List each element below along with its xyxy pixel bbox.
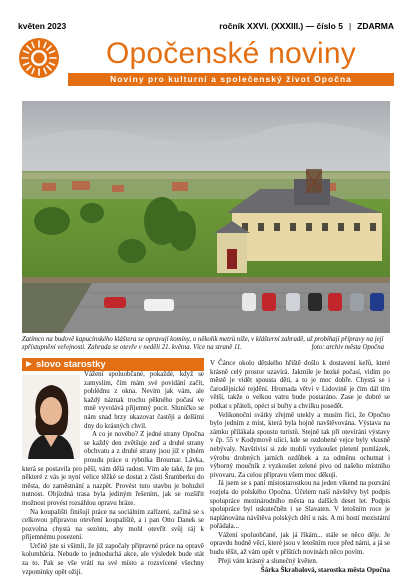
garden-aerial-photo (22, 101, 390, 333)
right-paragraph: Velikonoční svátky zřejmě utekly a musím říci, že Opočno bylo jedním z míst, která byla hojně navštěvována. Výstava na zámku přilákala spoustu turistů. Stejně tak při otevírání výstavy v čp. 55 v Kodymově ulici, kde se ozdobené vejce byly vkusně nebývaly. Navštívisi si zde mohli vyzkoušet pletení pomlázek, výrobu drobných jarních ozdůbek a za odměnu ochutnat i výborný moučník z vyzkoušet zelené pivo od našeho místního pivovaru. Za celou přípravu všem moc děkuji. (210, 411, 390, 479)
mayor-portrait (22, 375, 80, 459)
left-paragraph: Vážení spoluobčané, pokaždé, když se zamyslím, čím mám své povídání začít, pohlédnu z okna. Nevím jak vám, ale každý náznak trochu pěkného počasí ve mně vyvolává příjemný pocit. Sluníčko se nám snad brzy ukazovat častěji a delšími dny do krásných chvil. (84, 371, 204, 430)
left-article-text (22, 371, 204, 577)
section-heading: slovo starostky (22, 358, 204, 371)
right-article-text (210, 360, 390, 575)
right-paragraph: V Čánce okolo dětského hřiště došlo k dostavení keřů, které krásně celý prostor uzavírá. Jakmile je hezké počasí, vidím po městě je vidět spousta dětí, a to je moc dobře. Chystá se i čarodějnické rejdění. Hromada větví v Lidovině je čím dál tím větší, takže o velkou vatru bude postaráno. Zase je dobré se potkat s přáteli, opéct si buřty a chvilku posedět. (210, 360, 390, 410)
left-paragraph: Určitě jste si všimli, že již započaly přípravné práce na opravě kolumbária. Nebude to jednoduchá akce, ale výsledek bude stát za to. Pak se vše vrátí na své místo a rozsvícené všechny vzpomínky opět ožijí. (22, 542, 204, 576)
left-paragraph: Na koupališti finišují práce na sociálním zařízení, začíná se s celkovou přípravou otevření koupaliště, a i pan Otto Danek se pozvolna chystá na sezónu, aby mohl otevřít svůj ráj k příjemnému posezení. (22, 508, 204, 542)
front-photo (22, 101, 390, 333)
newspaper-title: Opočenské noviny (105, 37, 356, 70)
left-paragraph: A co je nového? Z jedné strany Opočna se každý den zvětšuje zeď a druhé strany obchvatu a z druhé strany jsou již v plném proudu práce u rybníka Broumar. Lávka, která se postavila pro pěší, vám dělá radost. Vím ale také, že pro některé z vás je nyní velice těžké se dostat z části Šramberku do města, do zaměstnání a nazpět. Provést tuto stavbu je bohužel nutnost. Objízdná trasa byla jediným řešením, jak se rozšířit možnost provést rozsáhlou opravu hráze. (22, 431, 204, 507)
meta-separator: | (348, 21, 352, 31)
issue-date: květen 2023 (18, 21, 67, 31)
masthead (18, 37, 394, 97)
left-column (22, 358, 204, 577)
right-column (210, 360, 390, 575)
sun-logo-icon (18, 37, 60, 79)
right-paragraph: Přeji vám krásný a slunečný květen. (218, 557, 318, 565)
caption-text: Zatímco na budově kapucínského kláštera se opravují komíny, o několik metrů níže, v klášterní zahradě, už probíhají přípravy na její zpřístupnění veřejnosti. Zahrada se otevře v neděli 21. května. Více na straně 11. (22, 336, 384, 352)
right-paragraph: Já jsem se s paní místostarostkou na jeden víkend na pozvání rozjela do polského Opočna. Účelem naší návštěvy byl podpis spolupráce mezinárodního města na dalších deset let. Podpis spolupráce byl uskutečněn i se Slavaten. V letošním roce je naplánována návštěva polských dětí u nás. A mi hostí mezistátní pořádala... (210, 480, 390, 531)
issue-meta (219, 21, 394, 31)
newspaper-subtitle: Noviny pro kulturní a společenský život Opočna (68, 73, 394, 86)
top-info-bar (18, 20, 394, 32)
title-block (68, 37, 394, 86)
photo-credit: foto: archiv města Opočna (311, 344, 384, 352)
issue-price: ZDARMA (357, 21, 394, 31)
issue-volume: ročník XXVI. (XXXIII.) — číslo 5 (219, 21, 343, 31)
right-paragraph: Vážení spoluobčané, jak já říkám... stále se něco děje. Je opravdu hodně věcí, které jsou v letošním roce před námi, a já se budu těšit, až vám opět v příštích novinách něco povím. (210, 531, 390, 557)
mayor-signature: Šárka Škrabalová, starostka města Opočna (260, 566, 390, 575)
photo-caption (22, 336, 384, 352)
